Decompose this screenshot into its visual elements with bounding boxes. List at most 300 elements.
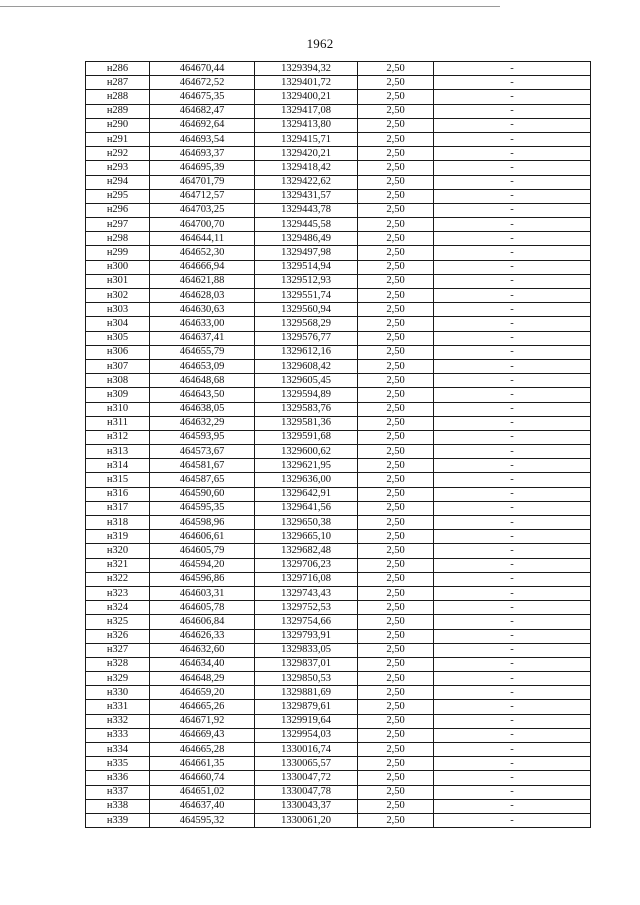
table-row xyxy=(86,359,591,373)
table-row xyxy=(86,530,591,544)
description-cell: - xyxy=(434,445,591,459)
x-coordinate-cell: 464692,64 xyxy=(150,118,255,132)
x-coordinate-cell: 464581,67 xyxy=(150,459,255,473)
accuracy-cell: 2,50 xyxy=(358,516,434,530)
x-coordinate-cell: 464682,47 xyxy=(150,104,255,118)
point-id-cell: н297 xyxy=(86,218,150,232)
description-cell: - xyxy=(434,785,591,799)
point-id-cell: н325 xyxy=(86,615,150,629)
y-coordinate-cell: 1329881,69 xyxy=(255,686,358,700)
accuracy-cell: 2,50 xyxy=(358,303,434,317)
accuracy-cell: 2,50 xyxy=(358,672,434,686)
point-id-cell: н303 xyxy=(86,303,150,317)
point-id-cell: н286 xyxy=(86,62,150,76)
table-row xyxy=(86,516,591,530)
x-coordinate-cell: 464596,86 xyxy=(150,572,255,586)
description-cell: - xyxy=(434,530,591,544)
accuracy-cell: 2,50 xyxy=(358,147,434,161)
x-coordinate-cell: 464595,32 xyxy=(150,813,255,827)
accuracy-cell: 2,50 xyxy=(358,728,434,742)
x-coordinate-cell: 464671,92 xyxy=(150,714,255,728)
y-coordinate-cell: 1329642,91 xyxy=(255,487,358,501)
description-cell: - xyxy=(434,132,591,146)
point-id-cell: н292 xyxy=(86,147,150,161)
y-coordinate-cell: 1329954,03 xyxy=(255,728,358,742)
x-coordinate-cell: 464661,35 xyxy=(150,757,255,771)
accuracy-cell: 2,50 xyxy=(358,771,434,785)
x-coordinate-cell: 464587,65 xyxy=(150,473,255,487)
accuracy-cell: 2,50 xyxy=(358,714,434,728)
description-cell: - xyxy=(434,487,591,501)
x-coordinate-cell: 464593,95 xyxy=(150,430,255,444)
accuracy-cell: 2,50 xyxy=(358,132,434,146)
point-id-cell: н326 xyxy=(86,629,150,643)
x-coordinate-cell: 464693,37 xyxy=(150,147,255,161)
table-row xyxy=(86,274,591,288)
coordinates-table-body xyxy=(86,62,591,828)
table-row xyxy=(86,743,591,757)
description-cell: - xyxy=(434,246,591,260)
table-row xyxy=(86,246,591,260)
point-id-cell: н308 xyxy=(86,374,150,388)
x-coordinate-cell: 464605,79 xyxy=(150,544,255,558)
table-row xyxy=(86,147,591,161)
x-coordinate-cell: 464672,52 xyxy=(150,76,255,90)
accuracy-cell: 2,50 xyxy=(358,161,434,175)
x-coordinate-cell: 464670,44 xyxy=(150,62,255,76)
accuracy-cell: 2,50 xyxy=(358,289,434,303)
description-cell: - xyxy=(434,586,591,600)
y-coordinate-cell: 1329418,42 xyxy=(255,161,358,175)
description-cell: - xyxy=(434,374,591,388)
table-row xyxy=(86,714,591,728)
x-coordinate-cell: 464630,63 xyxy=(150,303,255,317)
y-coordinate-cell: 1329754,66 xyxy=(255,615,358,629)
accuracy-cell: 2,50 xyxy=(358,104,434,118)
accuracy-cell: 2,50 xyxy=(358,331,434,345)
description-cell: - xyxy=(434,672,591,686)
accuracy-cell: 2,50 xyxy=(358,629,434,643)
y-coordinate-cell: 1330016,74 xyxy=(255,743,358,757)
y-coordinate-cell: 1329621,95 xyxy=(255,459,358,473)
accuracy-cell: 2,50 xyxy=(358,799,434,813)
x-coordinate-cell: 464659,20 xyxy=(150,686,255,700)
table-row xyxy=(86,728,591,742)
description-cell: - xyxy=(434,104,591,118)
accuracy-cell: 2,50 xyxy=(358,430,434,444)
description-cell: - xyxy=(434,459,591,473)
y-coordinate-cell: 1329605,45 xyxy=(255,374,358,388)
x-coordinate-cell: 464648,29 xyxy=(150,672,255,686)
description-cell: - xyxy=(434,90,591,104)
y-coordinate-cell: 1329636,00 xyxy=(255,473,358,487)
y-coordinate-cell: 1330047,72 xyxy=(255,771,358,785)
y-coordinate-cell: 1329401,72 xyxy=(255,76,358,90)
table-row xyxy=(86,813,591,827)
y-coordinate-cell: 1329600,62 xyxy=(255,445,358,459)
x-coordinate-cell: 464628,03 xyxy=(150,289,255,303)
description-cell: - xyxy=(434,799,591,813)
coordinates-table xyxy=(85,61,591,828)
y-coordinate-cell: 1329743,43 xyxy=(255,586,358,600)
accuracy-cell: 2,50 xyxy=(358,757,434,771)
accuracy-cell: 2,50 xyxy=(358,260,434,274)
x-coordinate-cell: 464669,43 xyxy=(150,728,255,742)
point-id-cell: н289 xyxy=(86,104,150,118)
x-coordinate-cell: 464652,30 xyxy=(150,246,255,260)
y-coordinate-cell: 1329879,61 xyxy=(255,700,358,714)
description-cell: - xyxy=(434,743,591,757)
x-coordinate-cell: 464590,60 xyxy=(150,487,255,501)
point-id-cell: н328 xyxy=(86,657,150,671)
table-row xyxy=(86,218,591,232)
description-cell: - xyxy=(434,388,591,402)
table-row xyxy=(86,118,591,132)
y-coordinate-cell: 1329551,74 xyxy=(255,289,358,303)
point-id-cell: н307 xyxy=(86,359,150,373)
point-id-cell: н317 xyxy=(86,501,150,515)
y-coordinate-cell: 1329682,48 xyxy=(255,544,358,558)
accuracy-cell: 2,50 xyxy=(358,785,434,799)
point-id-cell: н318 xyxy=(86,516,150,530)
page-number: 1962 xyxy=(306,36,334,51)
description-cell: - xyxy=(434,203,591,217)
y-coordinate-cell: 1329612,16 xyxy=(255,345,358,359)
accuracy-cell: 2,50 xyxy=(358,459,434,473)
y-coordinate-cell: 1330065,57 xyxy=(255,757,358,771)
x-coordinate-cell: 464594,20 xyxy=(150,558,255,572)
table-row xyxy=(86,189,591,203)
accuracy-cell: 2,50 xyxy=(358,743,434,757)
table-row xyxy=(86,686,591,700)
accuracy-cell: 2,50 xyxy=(358,76,434,90)
accuracy-cell: 2,50 xyxy=(358,416,434,430)
point-id-cell: н301 xyxy=(86,274,150,288)
y-coordinate-cell: 1329793,91 xyxy=(255,629,358,643)
table-row xyxy=(86,615,591,629)
x-coordinate-cell: 464655,79 xyxy=(150,345,255,359)
point-id-cell: н324 xyxy=(86,601,150,615)
accuracy-cell: 2,50 xyxy=(358,317,434,331)
y-coordinate-cell: 1329420,21 xyxy=(255,147,358,161)
table-row xyxy=(86,643,591,657)
y-coordinate-cell: 1329445,58 xyxy=(255,218,358,232)
description-cell: - xyxy=(434,657,591,671)
description-cell: - xyxy=(434,629,591,643)
point-id-cell: н295 xyxy=(86,189,150,203)
point-id-cell: н298 xyxy=(86,232,150,246)
accuracy-cell: 2,50 xyxy=(358,487,434,501)
x-coordinate-cell: 464637,41 xyxy=(150,331,255,345)
table-row xyxy=(86,601,591,615)
description-cell: - xyxy=(434,714,591,728)
y-coordinate-cell: 1329641,56 xyxy=(255,501,358,515)
description-cell: - xyxy=(434,771,591,785)
y-coordinate-cell: 1329514,94 xyxy=(255,260,358,274)
point-id-cell: н300 xyxy=(86,260,150,274)
description-cell: - xyxy=(434,147,591,161)
x-coordinate-cell: 464675,35 xyxy=(150,90,255,104)
table-row xyxy=(86,572,591,586)
x-coordinate-cell: 464700,70 xyxy=(150,218,255,232)
table-row xyxy=(86,345,591,359)
table-row xyxy=(86,501,591,515)
x-coordinate-cell: 464643,50 xyxy=(150,388,255,402)
table-row xyxy=(86,445,591,459)
table-row xyxy=(86,629,591,643)
description-cell: - xyxy=(434,686,591,700)
table-row xyxy=(86,331,591,345)
x-coordinate-cell: 464603,31 xyxy=(150,586,255,600)
point-id-cell: н287 xyxy=(86,76,150,90)
point-id-cell: н323 xyxy=(86,586,150,600)
y-coordinate-cell: 1330061,20 xyxy=(255,813,358,827)
accuracy-cell: 2,50 xyxy=(358,643,434,657)
description-cell: - xyxy=(434,615,591,629)
description-cell: - xyxy=(434,260,591,274)
y-coordinate-cell: 1329486,49 xyxy=(255,232,358,246)
accuracy-cell: 2,50 xyxy=(358,586,434,600)
point-id-cell: н293 xyxy=(86,161,150,175)
y-coordinate-cell: 1329650,38 xyxy=(255,516,358,530)
y-coordinate-cell: 1329706,23 xyxy=(255,558,358,572)
point-id-cell: н291 xyxy=(86,132,150,146)
x-coordinate-cell: 464606,84 xyxy=(150,615,255,629)
accuracy-cell: 2,50 xyxy=(358,544,434,558)
description-cell: - xyxy=(434,430,591,444)
accuracy-cell: 2,50 xyxy=(358,203,434,217)
point-id-cell: н302 xyxy=(86,289,150,303)
x-coordinate-cell: 464573,67 xyxy=(150,445,255,459)
description-cell: - xyxy=(434,501,591,515)
x-coordinate-cell: 464644,11 xyxy=(150,232,255,246)
y-coordinate-cell: 1329413,80 xyxy=(255,118,358,132)
description-cell: - xyxy=(434,643,591,657)
point-id-cell: н320 xyxy=(86,544,150,558)
x-coordinate-cell: 464598,96 xyxy=(150,516,255,530)
x-coordinate-cell: 464633,00 xyxy=(150,317,255,331)
x-coordinate-cell: 464621,88 xyxy=(150,274,255,288)
accuracy-cell: 2,50 xyxy=(358,501,434,515)
x-coordinate-cell: 464703,25 xyxy=(150,203,255,217)
table-row xyxy=(86,771,591,785)
table-row xyxy=(86,473,591,487)
accuracy-cell: 2,50 xyxy=(358,445,434,459)
y-coordinate-cell: 1329919,64 xyxy=(255,714,358,728)
table-row xyxy=(86,289,591,303)
accuracy-cell: 2,50 xyxy=(358,175,434,189)
point-id-cell: н334 xyxy=(86,743,150,757)
point-id-cell: н336 xyxy=(86,771,150,785)
point-id-cell: н329 xyxy=(86,672,150,686)
y-coordinate-cell: 1329431,57 xyxy=(255,189,358,203)
point-id-cell: н327 xyxy=(86,643,150,657)
accuracy-cell: 2,50 xyxy=(358,813,434,827)
table-row xyxy=(86,303,591,317)
point-id-cell: н294 xyxy=(86,175,150,189)
table-row xyxy=(86,672,591,686)
table-row xyxy=(86,402,591,416)
accuracy-cell: 2,50 xyxy=(358,274,434,288)
description-cell: - xyxy=(434,473,591,487)
point-id-cell: н319 xyxy=(86,530,150,544)
y-coordinate-cell: 1329665,10 xyxy=(255,530,358,544)
x-coordinate-cell: 464638,05 xyxy=(150,402,255,416)
accuracy-cell: 2,50 xyxy=(358,558,434,572)
description-cell: - xyxy=(434,402,591,416)
point-id-cell: н315 xyxy=(86,473,150,487)
accuracy-cell: 2,50 xyxy=(358,118,434,132)
description-cell: - xyxy=(434,416,591,430)
x-coordinate-cell: 464665,28 xyxy=(150,743,255,757)
y-coordinate-cell: 1329583,76 xyxy=(255,402,358,416)
accuracy-cell: 2,50 xyxy=(358,601,434,615)
y-coordinate-cell: 1329850,53 xyxy=(255,672,358,686)
table-row xyxy=(86,90,591,104)
description-cell: - xyxy=(434,274,591,288)
table-row xyxy=(86,430,591,444)
accuracy-cell: 2,50 xyxy=(358,90,434,104)
description-cell: - xyxy=(434,175,591,189)
y-coordinate-cell: 1329560,94 xyxy=(255,303,358,317)
y-coordinate-cell: 1329415,71 xyxy=(255,132,358,146)
y-coordinate-cell: 1329568,29 xyxy=(255,317,358,331)
description-cell: - xyxy=(434,317,591,331)
x-coordinate-cell: 464651,02 xyxy=(150,785,255,799)
table-row xyxy=(86,62,591,76)
point-id-cell: н337 xyxy=(86,785,150,799)
table-row xyxy=(86,388,591,402)
point-id-cell: н333 xyxy=(86,728,150,742)
point-id-cell: н306 xyxy=(86,345,150,359)
description-cell: - xyxy=(434,218,591,232)
accuracy-cell: 2,50 xyxy=(358,657,434,671)
point-id-cell: н305 xyxy=(86,331,150,345)
point-id-cell: н299 xyxy=(86,246,150,260)
point-id-cell: н314 xyxy=(86,459,150,473)
table-row xyxy=(86,586,591,600)
top-divider xyxy=(0,6,500,7)
description-cell: - xyxy=(434,757,591,771)
x-coordinate-cell: 464712,57 xyxy=(150,189,255,203)
point-id-cell: н290 xyxy=(86,118,150,132)
table-row xyxy=(86,657,591,671)
table-row xyxy=(86,161,591,175)
accuracy-cell: 2,50 xyxy=(358,359,434,373)
table-row xyxy=(86,104,591,118)
accuracy-cell: 2,50 xyxy=(358,189,434,203)
x-coordinate-cell: 464666,94 xyxy=(150,260,255,274)
x-coordinate-cell: 464648,68 xyxy=(150,374,255,388)
description-cell: - xyxy=(434,813,591,827)
x-coordinate-cell: 464632,60 xyxy=(150,643,255,657)
x-coordinate-cell: 464653,09 xyxy=(150,359,255,373)
x-coordinate-cell: 464634,40 xyxy=(150,657,255,671)
y-coordinate-cell: 1330047,78 xyxy=(255,785,358,799)
x-coordinate-cell: 464595,35 xyxy=(150,501,255,515)
description-cell: - xyxy=(434,189,591,203)
table-row xyxy=(86,785,591,799)
table-row xyxy=(86,260,591,274)
accuracy-cell: 2,50 xyxy=(358,700,434,714)
y-coordinate-cell: 1330043,37 xyxy=(255,799,358,813)
table-row xyxy=(86,700,591,714)
table-row xyxy=(86,487,591,501)
x-coordinate-cell: 464701,79 xyxy=(150,175,255,189)
description-cell: - xyxy=(434,62,591,76)
y-coordinate-cell: 1329716,08 xyxy=(255,572,358,586)
description-cell: - xyxy=(434,161,591,175)
accuracy-cell: 2,50 xyxy=(358,686,434,700)
point-id-cell: н330 xyxy=(86,686,150,700)
y-coordinate-cell: 1329837,01 xyxy=(255,657,358,671)
description-cell: - xyxy=(434,516,591,530)
point-id-cell: н321 xyxy=(86,558,150,572)
x-coordinate-cell: 464606,61 xyxy=(150,530,255,544)
table-row xyxy=(86,203,591,217)
y-coordinate-cell: 1329608,42 xyxy=(255,359,358,373)
y-coordinate-cell: 1329417,08 xyxy=(255,104,358,118)
y-coordinate-cell: 1329581,36 xyxy=(255,416,358,430)
accuracy-cell: 2,50 xyxy=(358,345,434,359)
y-coordinate-cell: 1329576,77 xyxy=(255,331,358,345)
description-cell: - xyxy=(434,289,591,303)
x-coordinate-cell: 464605,78 xyxy=(150,601,255,615)
point-id-cell: н304 xyxy=(86,317,150,331)
table-row xyxy=(86,459,591,473)
accuracy-cell: 2,50 xyxy=(358,374,434,388)
point-id-cell: н313 xyxy=(86,445,150,459)
accuracy-cell: 2,50 xyxy=(358,232,434,246)
point-id-cell: н309 xyxy=(86,388,150,402)
table-row xyxy=(86,232,591,246)
table-row xyxy=(86,317,591,331)
y-coordinate-cell: 1329443,78 xyxy=(255,203,358,217)
point-id-cell: н322 xyxy=(86,572,150,586)
description-cell: - xyxy=(434,728,591,742)
point-id-cell: н331 xyxy=(86,700,150,714)
table-row xyxy=(86,757,591,771)
table-row xyxy=(86,76,591,90)
table-row xyxy=(86,374,591,388)
x-coordinate-cell: 464693,54 xyxy=(150,132,255,146)
accuracy-cell: 2,50 xyxy=(358,246,434,260)
description-cell: - xyxy=(434,359,591,373)
y-coordinate-cell: 1329400,21 xyxy=(255,90,358,104)
point-id-cell: н310 xyxy=(86,402,150,416)
description-cell: - xyxy=(434,558,591,572)
y-coordinate-cell: 1329394,32 xyxy=(255,62,358,76)
y-coordinate-cell: 1329591,68 xyxy=(255,430,358,444)
y-coordinate-cell: 1329752,53 xyxy=(255,601,358,615)
table-row xyxy=(86,416,591,430)
description-cell: - xyxy=(434,331,591,345)
description-cell: - xyxy=(434,232,591,246)
accuracy-cell: 2,50 xyxy=(358,530,434,544)
description-cell: - xyxy=(434,544,591,558)
table-row xyxy=(86,132,591,146)
point-id-cell: н288 xyxy=(86,90,150,104)
point-id-cell: н339 xyxy=(86,813,150,827)
accuracy-cell: 2,50 xyxy=(358,615,434,629)
point-id-cell: н316 xyxy=(86,487,150,501)
description-cell: - xyxy=(434,345,591,359)
table-row xyxy=(86,175,591,189)
description-cell: - xyxy=(434,601,591,615)
table-row xyxy=(86,544,591,558)
x-coordinate-cell: 464695,39 xyxy=(150,161,255,175)
point-id-cell: н311 xyxy=(86,416,150,430)
